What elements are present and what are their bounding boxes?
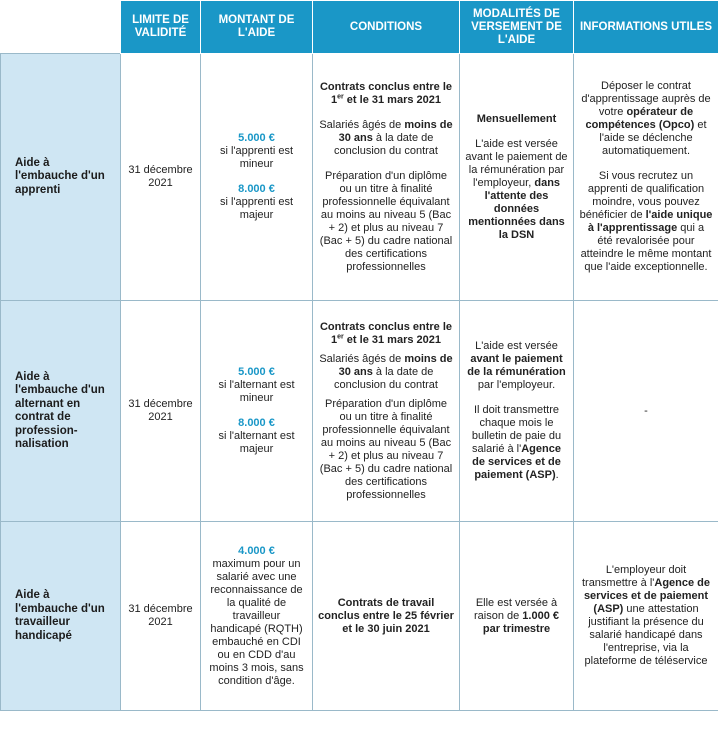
conditions-alternant <box>313 301 460 522</box>
amount-apprenti-minor-value: 5.000 € <box>238 132 275 144</box>
table-row-handicape <box>1 522 718 711</box>
conditions-handicape-period: Contrats de travail conclus entre le 25 février et le 30 juin 2021 <box>318 596 454 635</box>
row-label-apprenti: Aide à l'embauche d'un apprenti <box>1 54 121 301</box>
header-validity: LIMITE DE VALIDITÉ <box>121 1 201 54</box>
amount-handicape <box>201 522 313 711</box>
conditions-apprenti-diploma: Préparation d'un diplôme ou un titre à finalité professionnelle équivalant au moins au niveau 5 (Bac + 2) et plus au niveau 7 (Bac + 5) du cadre national des certifications professionnelles <box>319 169 453 273</box>
amount-handicape-value: 4.000 € <box>238 544 275 557</box>
payment-alternant-asp: Il doit transmettre chaque mois le bulletin de paie du salarié à l'Agence de services et de paiement (ASP). <box>471 404 562 481</box>
validity-apprenti: 31 décembre 2021 <box>121 54 201 301</box>
validity-handicape: 31 décembre 2021 <box>121 522 201 711</box>
conditions-alternant-diploma: Préparation d'un diplôme ou un titre à finalité professionnelle équivalant au moins au niveau 5 (Bac + 2) et plus au niveau 7 (Bac + 5) du cadre national des certifications professionnelles <box>319 397 453 501</box>
header-blank <box>1 1 121 54</box>
payment-handicape <box>460 522 574 711</box>
info-apprenti <box>574 54 718 301</box>
header-info: INFORMATIONS UTILES <box>574 1 718 54</box>
header-payment: MODALITÉS DE VERSEMENT DE L'AIDE <box>460 1 574 54</box>
amount-alternant-major-text: si l'alternant est majeur <box>218 430 295 455</box>
info-alternant: - <box>574 301 718 522</box>
payment-apprenti-title: Mensuellement <box>476 112 557 125</box>
conditions-handicape <box>313 522 460 711</box>
amount-alternant-minor-value: 5.000 € <box>238 366 275 378</box>
info-handicape-text: L'employeur doit transmettre à l'Agence de services et de paiement (ASP) une attestation justifiant la présence du salarié handicapé dans l'entreprise, via la plateforme de téléservice <box>581 564 711 667</box>
table-row-apprenti <box>1 54 718 301</box>
payment-apprenti <box>460 54 574 301</box>
amount-alternant-minor-text: si l'alternant est mineur <box>218 379 295 404</box>
header-conditions: CONDITIONS <box>313 1 460 54</box>
payment-handicape-text: Elle est versée à raison de 1.000 € par trimestre <box>473 596 559 635</box>
amount-apprenti <box>201 54 313 301</box>
row-label-alternant: Aide à l'embauche d'un alternant en contrat de profession-nalisation <box>1 301 121 522</box>
info-apprenti-unique-aid: Si vous recrutez un apprenti de qualification moindre, vous pouvez bénéficier de l'aide unique à l'apprentissage qui a été revalorisée pour atteindre le même montant que l'aide exceptionnelle. <box>579 170 713 273</box>
info-apprenti-opco: Déposer le contrat d'apprentissage auprès de votre opérateur de compétences (Opco) et l'aide se déclenche automatiquement. <box>581 80 711 157</box>
payment-alternant-timing: L'aide est versée avant le paiement de la rémunération par l'employeur. <box>467 340 566 391</box>
amount-alternant-major-value: 8.000 € <box>238 417 275 429</box>
conditions-apprenti <box>313 54 460 301</box>
conditions-alternant-period: Contrats conclus entre le 1er et le 31 mars 2021 <box>319 320 453 346</box>
amount-alternant <box>201 301 313 522</box>
validity-alternant: 31 décembre 2021 <box>121 301 201 522</box>
table-row-alternant <box>1 301 718 522</box>
amount-apprenti-major-value: 8.000 € <box>238 183 275 195</box>
amount-apprenti-minor-text: si l'apprenti est mineur <box>219 145 294 170</box>
payment-alternant <box>460 301 574 522</box>
amount-handicape-text: maximum pour un salarié avec une reconnaissance de la qualité de travailleur handicapé (RQTH) embauché en CDI ou en CDD d'au moins 3 mois, sans condition d'âge. <box>209 557 304 687</box>
header-row <box>1 1 718 54</box>
payment-apprenti-text: L'aide est versée avant le paiement de la rémunération par l'employeur, dans l'attente des données mentionnées dans la DSN <box>465 137 568 241</box>
header-amount: MONTANT DE L'AIDE <box>201 1 313 54</box>
info-handicape <box>574 522 718 711</box>
conditions-alternant-age: Salariés âgés de moins de 30 ans à la date de conclusion du contrat <box>319 352 453 391</box>
row-label-handicape: Aide à l'embauche d'un travailleur handicapé <box>1 522 121 711</box>
amount-apprenti-major-text: si l'apprenti est majeur <box>219 196 294 221</box>
conditions-apprenti-age: Salariés âgés de moins de 30 ans à la date de conclusion du contrat <box>319 118 453 157</box>
conditions-apprenti-period: Contrats conclus entre le 1er et le 31 mars 2021 <box>319 80 453 106</box>
